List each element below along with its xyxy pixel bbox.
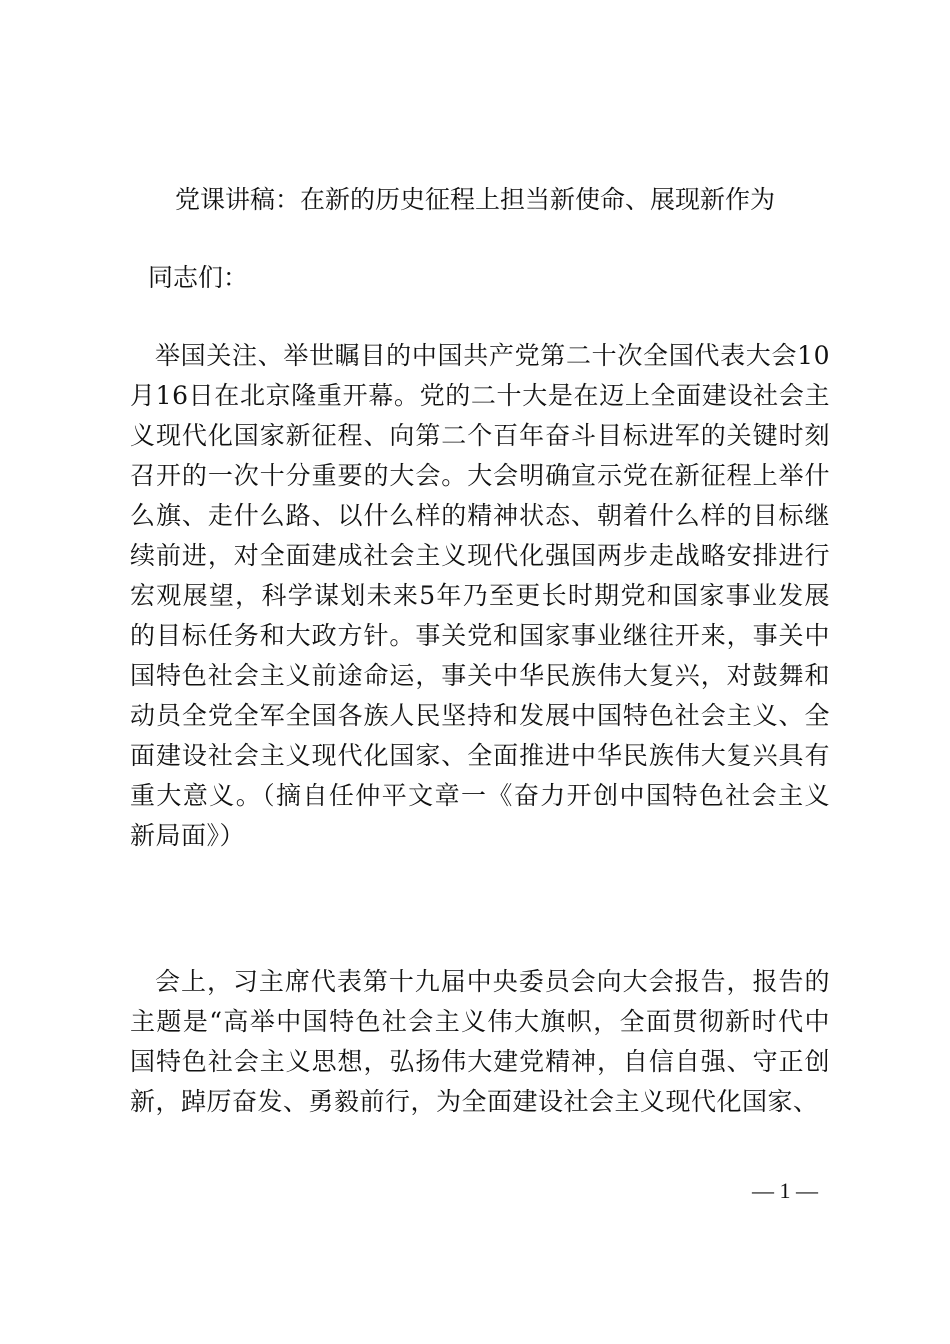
page-title: 党课讲稿：在新的历史征程上担当新使命、展现新作为 [174,185,775,214]
body-paragraph: 举国关注、举世瞩目的中国共产党第二十次全国代表大会10月16日在北京隆重开幕。党的二十大是在迈上全面建设社会主义现代化国家新征程、向第二个百年奋斗目标进军的关键时刻召开的一次十分重要的大会。大会明确宣示党在新征程上举什么旗、走什么路、以什么样的精神状态、朝着什么样的目标继续前进，对全面建成社会主义现代化强国两步走战略安排进行宏观展望，科学谋划未来5年乃至更长时期党和国家事业发展的目标任务和大政方针。事关党和国家事业继往开来，事关中国特色社会主义前途命运，事关中华民族伟大复兴，对鼓舞和动员全党全军全国各族人民坚持和发展中国特色社会主义、全面建设社会主义现代化国家、全面推进中华民族伟大复兴具有重大意义。（摘自任仲平文章一《奋力开创中国特色社会主义新局面》） [130,341,830,850]
page-number: — 1 — [752,1178,818,1203]
body-paragraph: 会上，习主席代表第十九届中央委员会向大会报告，报告的主题是“高举中国特色社会主义伟大旗帜，全面贯彻新时代中国特色社会主义思想，弘扬伟大建党精神，自信自强、守正创新，踔厉奋发、勇毅前行，为全面建设社会主义现代化国家、 [130,967,830,1116]
salutation: 同志们： [148,263,249,292]
